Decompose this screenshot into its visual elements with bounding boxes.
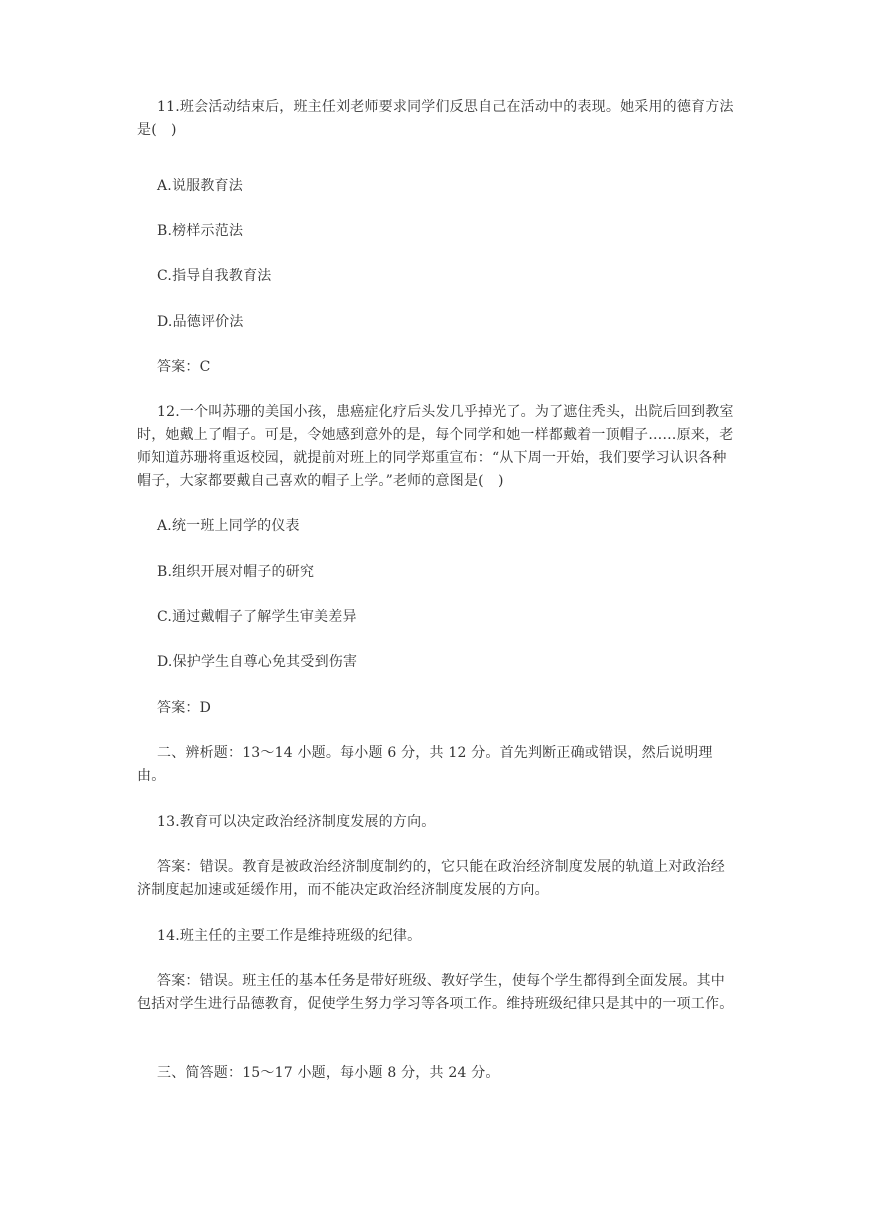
question-14: 14.班主任的主要工作是维持班级的纪律。 xyxy=(157,928,422,944)
question-12-option-b: B.组织开展对帽子的研究 xyxy=(157,564,315,580)
question-11: 11.班会活动结束后，班主任刘老师要求同学们反思自己在活动中的表现。她采用的德育方法是( ) xyxy=(137,99,734,138)
question-11-option-a: A.说服教育法 xyxy=(157,178,243,194)
question-12: 12.一个叫苏珊的美国小孩，患癌症化疗后头发几乎掉光了。为了遮住秃头，出院后回到教室时，她戴上了帽子。可是，令她感到意外的是，每个同学和她一样都戴着一顶帽子……原来，老师知道苏珊将重返校园，就提前对班上的同学郑重宣布：“从下周一开始，我们要学习认识各种帽子，大家都要戴自己喜欢的帽子上学。”老师的意图是( ) xyxy=(137,404,734,489)
question-11-option-b: B.榜样示范法 xyxy=(157,223,244,239)
question-12-option-d: D.保护学生自尊心免其受到伤害 xyxy=(157,654,358,670)
question-13: 13.教育可以决定政治经济制度发展的方向。 xyxy=(157,814,436,830)
question-11-option-d: D.品德评价法 xyxy=(157,314,244,330)
question-12-option-a: A.统一班上同学的仪表 xyxy=(157,518,300,534)
section-3-heading: 三、简答题：15～17 小题，每小题 8 分，共 24 分。 xyxy=(157,1065,500,1081)
section-2-heading: 二、辨析题：13～14 小题。每小题 6 分，共 12 分。首先判断正确或错误，然后说明理由。 xyxy=(137,745,713,784)
question-12-option-c: C.通过戴帽子了解学生审美差异 xyxy=(157,609,357,625)
question-11-option-c: C.指导自我教育法 xyxy=(157,268,272,284)
question-11-answer: 答案：C xyxy=(157,359,211,375)
question-13-answer: 答案：错误。教育是被政治经济制度制约的，它只能在政治经济制度发展的轨道上对政治经济制度起加速或延缓作用，而不能决定政治经济制度发展的方向。 xyxy=(137,859,725,898)
question-14-answer: 答案：错误。班主任的基本任务是带好班级、教好学生，使每个学生都得到全面发展。其中包括对学生进行品德教育，促使学生努力学习等各项工作。维持班级纪律只是其中的一项工作。 xyxy=(137,973,734,1012)
question-12-answer: 答案：D xyxy=(157,700,212,716)
